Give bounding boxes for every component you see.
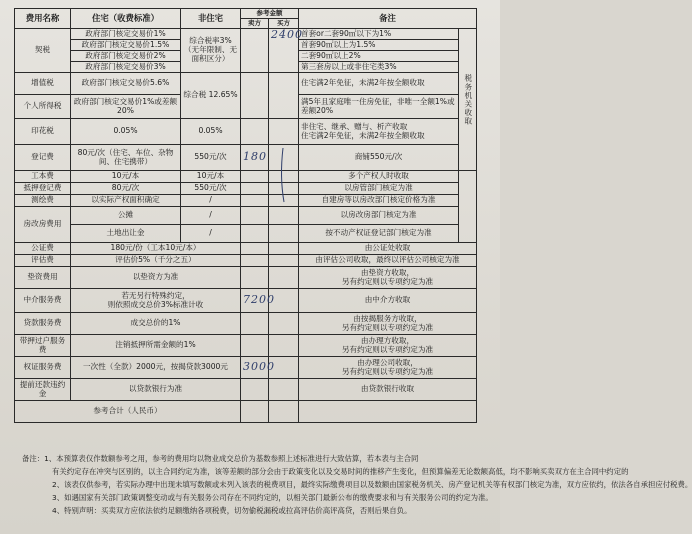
deed-tax-res-4: 政府部门核定交易价3% (71, 62, 181, 73)
agency-res-1: 若无另行特殊约定， (121, 290, 190, 300)
stamp-duty-nonres: 0.05% (181, 119, 241, 145)
note-line-3: 2、该表仅供参考，若实际办理中出现未填写数额或未列入该表的税费项目，最终实际缴费项目以及数额由国家税务机关、房产登记机关等有权部门核定为准，双方应依约，依法各自承担应付税费。 (52, 480, 692, 489)
agency-seller (241, 289, 275, 313)
stamp-duty-name: 印花税 (15, 119, 71, 145)
deed-tax-res-3: 政府部门核定交易价2% (71, 51, 181, 62)
appraisal-remark: 由评估公司收取，最终以评估公司核定为准 (299, 255, 477, 267)
total-remark (299, 401, 477, 423)
title-service-seller (241, 357, 275, 379)
registration-remark: 商铺550元/次 (299, 145, 459, 171)
transfer-service-res: 注销抵押所需金额的1% (71, 335, 241, 357)
appraisal-buyer (269, 255, 299, 267)
survey-buyer (269, 195, 299, 207)
advance-name: 垫资费用 (15, 267, 71, 289)
registration-buyer (269, 145, 299, 171)
reform-remark-1: 以房改房部门核定为准 (299, 207, 459, 225)
deed-tax-remark-1: 首套or二套90㎡以下为1% (299, 29, 459, 40)
prepay-seller (241, 379, 269, 401)
prepay-buyer (269, 379, 299, 401)
reform-res-1: 公摊 (71, 207, 181, 225)
mortgage-reg-nonres: 550元/次 (181, 183, 241, 195)
notary-name: 公证费 (15, 243, 71, 255)
deed-tax-res-1: 政府部门核定交易价1% (71, 29, 181, 40)
reform-nonres-2: / (181, 225, 241, 243)
vat-seller (241, 73, 269, 119)
reform-res-2: 土地出让金 (71, 225, 181, 243)
reform-remark-2: 按不动产权证登记部门核定为准 (299, 225, 459, 243)
appraisal-res: 评估价5%（千分之五） (71, 255, 241, 267)
survey-remark: 自建房等以房改部门核定价格为准 (299, 195, 459, 207)
registration-name: 登记费 (15, 145, 71, 171)
transfer-service-remark (299, 335, 477, 357)
income-tax-res: 政府部门核定交易价1%或差额20% (71, 95, 181, 119)
loan-service-res: 成交总价的1% (71, 313, 241, 335)
agency-res (71, 289, 241, 313)
stamp-duty-res: 0.05% (71, 119, 181, 145)
side-tax-authority: 税务机关收取 (459, 29, 477, 171)
agency-res-2: 则依照成交总价3%标准计收 (107, 299, 204, 309)
notary-remark: 由公证处收取 (299, 243, 477, 255)
agency-seller-hand: 7200 (243, 293, 275, 307)
title-fee-name: 工本费 (15, 171, 71, 183)
agency-remark: 由中介方收取 (299, 289, 477, 313)
registration-seller (241, 145, 269, 171)
survey-res: 以实际产权面积确定 (71, 195, 181, 207)
note-line-1: 备注：1、本预算表仅作数额参考之用，参考的费用均以物业成交总价为基数参照上述标准进行大致估算，若本表与主合同 (22, 454, 419, 463)
advance-buyer (269, 267, 299, 289)
header-residential: 住宅（收费标准） (71, 9, 181, 29)
total-seller (241, 401, 269, 423)
transfer-service-seller (241, 335, 269, 357)
transfer-service-buyer (269, 335, 299, 357)
notary-buyer (269, 243, 299, 255)
advance-seller (241, 267, 269, 289)
advance-remark-1: 由垫资方收取， (360, 267, 415, 277)
vat-buyer (269, 73, 299, 119)
loan-service-remark-1: 由按揭服务方收取， (353, 313, 422, 323)
deed-tax-remark-3: 二套90㎡以上2% (299, 51, 459, 62)
loan-service-name: 贷款服务费 (15, 313, 71, 335)
mortgage-reg-buyer (269, 183, 299, 195)
transfer-service-remark-2: 另有约定则以专项约定为准 (341, 344, 434, 354)
registration-seller-hand: 180 (243, 150, 267, 164)
advance-remark (299, 267, 477, 289)
vat-name: 增值税 (15, 73, 71, 95)
header-fee-type: 费用名称 (15, 9, 71, 29)
stamp-duty-seller (241, 119, 269, 145)
notes-section (22, 452, 692, 517)
stamp-duty-remark-1: 非住宅、继承、赠与、析产收取 (301, 121, 408, 131)
reform-seller-1 (241, 207, 269, 225)
mortgage-reg-name: 抵押登记费 (15, 183, 71, 195)
title-fee-buyer (269, 171, 299, 183)
title-service-remark-1: 由办理公司收取， (357, 357, 418, 367)
advance-remark-2: 另有约定则以专项约定为准 (341, 276, 434, 286)
deed-tax-remark-4: 第三套房以上或非住宅类3% (299, 62, 459, 73)
title-service-seller-hand: 3000 (243, 360, 275, 374)
survey-seller (241, 195, 269, 207)
total-label: 参考合计（人民币） (15, 401, 241, 423)
deed-tax-nonres: 综合税率3%（无年限制、无面积区分） (181, 29, 241, 73)
title-fee-nonres: 10元/本 (181, 171, 241, 183)
header-remarks: 备注 (299, 9, 477, 29)
header-non-residential: 非住宅 (181, 9, 241, 29)
reform-nonres-1: / (181, 207, 241, 225)
transfer-service-remark-1: 由办理方收取， (360, 335, 415, 345)
reform-seller-2 (241, 225, 269, 243)
deed-tax-name: 契税 (15, 29, 71, 73)
survey-name: 测绘费 (15, 195, 71, 207)
title-service-name: 权证服务费 (15, 357, 71, 379)
registration-res: 80元/次（住宅、车位、杂物间、住宅携带） (71, 145, 181, 171)
mortgage-reg-seller (241, 183, 269, 195)
header-seller: 卖方 (241, 19, 269, 29)
fee-table (14, 8, 477, 423)
deed-tax-buyer (269, 28, 303, 73)
reform-name: 房改房费用 (15, 207, 71, 243)
loan-service-buyer (269, 313, 299, 335)
mortgage-reg-res: 80元/次 (71, 183, 181, 195)
notary-res: 180元/份（工本10元/本） (71, 243, 241, 255)
agency-name: 中介服务费 (15, 289, 71, 313)
header-buyer: 买方 (269, 19, 299, 29)
advance-res: 以垫资方为准 (71, 267, 241, 289)
note-line-5: 4、特别声明：买卖双方应依法依约足额缴纳各项税费，切勿偷税漏税或拉高评估价高评高贷，否则后果自负。 (52, 506, 412, 515)
stamp-duty-buyer (269, 119, 299, 145)
vat-res: 政府部门核定交易价5.6% (71, 73, 181, 95)
transfer-service-name: 带押过户服务费 (15, 335, 71, 357)
title-service-remark (299, 357, 477, 379)
title-fee-res: 10元/本 (71, 171, 181, 183)
deed-tax-buyer-hand: 2400 (271, 28, 303, 41)
mortgage-reg-remark: 以房管部门核定为准 (299, 183, 459, 195)
loan-service-seller (241, 313, 269, 335)
prepay-remark: 由贷款银行收取 (299, 379, 477, 401)
title-service-remark-2: 另有约定则以专项约定为准 (341, 366, 434, 376)
notary-seller (241, 243, 269, 255)
deed-tax-res-2: 政府部门核定交易价1.5% (71, 40, 181, 51)
stamp-duty-remark-2: 住宅满2年免征，未满2年按全额收取 (301, 130, 425, 140)
deed-tax-seller (241, 29, 269, 73)
title-fee-seller (241, 171, 269, 183)
stamp-duty-remark (299, 119, 459, 145)
reform-buyer-2 (269, 225, 299, 243)
deed-tax-remark-2: 首套90㎡以上为1.5% (299, 40, 459, 51)
title-service-res: 一次性（全款）2000元，按揭贷款3000元 (71, 357, 241, 379)
loan-service-remark-2: 另有约定则以专项约定为准 (341, 322, 434, 332)
appraisal-name: 评估费 (15, 255, 71, 267)
income-tax-name: 个人所得税 (15, 95, 71, 119)
vat-nonres: 综合税 12.65% (181, 73, 241, 119)
vat-remark: 住宅满2年免征，未满2年按全额收取 (299, 73, 459, 95)
income-tax-remark: 满5年且家庭唯一住房免征，非唯一全额1%或差额20% (299, 95, 459, 119)
reform-buyer-1 (269, 207, 299, 225)
header-ref-amount: 参考金额 (241, 9, 299, 19)
prepay-name: 提前还款违约金 (15, 379, 71, 401)
prepay-res: 以贷款银行为准 (71, 379, 241, 401)
note-line-4: 3、如遇国家有关部门政策调整变动或与有关服务公司存在不同约定的，以相关部门最新公布的缴费要求和与有关服务公司的约定为准。 (52, 493, 493, 502)
registration-nonres: 550元/次 (181, 145, 241, 171)
total-buyer (269, 401, 299, 423)
note-line-2: 有关约定存在冲突与区别的，以主合同约定为准，该等差额的部分会由于政策变化以及交易时间的推移产生变化，但预算偏差无论数额高低，均不影响买卖双方在主合同中约定的 (52, 467, 629, 476)
survey-nonres: / (181, 195, 241, 207)
loan-service-remark (299, 313, 477, 335)
appraisal-seller (241, 255, 269, 267)
title-fee-remark: 多个产权人时收取 (299, 171, 459, 183)
